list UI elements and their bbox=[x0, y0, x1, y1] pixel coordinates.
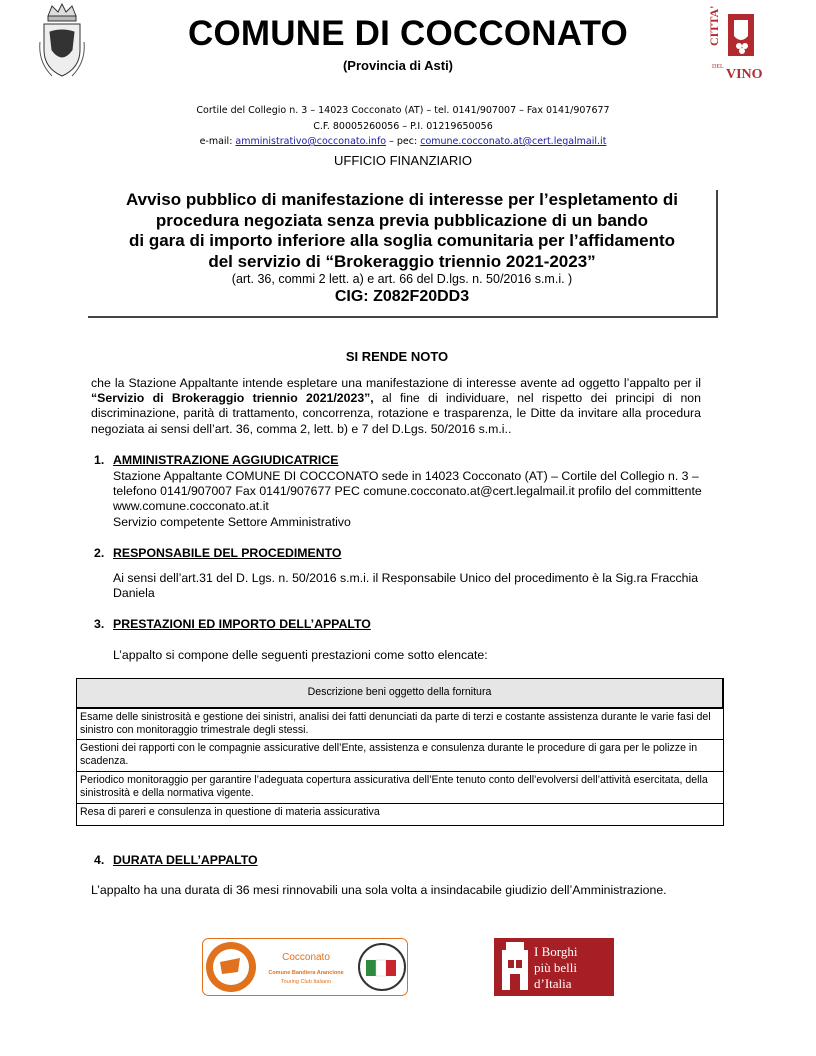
borghi-logo-line2: più belli bbox=[534, 960, 577, 975]
table-cell: Resa di pareri e consulenza in questione di materia assicurativa bbox=[77, 804, 724, 826]
office-label: UFFICIO FINANZIARIO bbox=[334, 153, 472, 168]
table-cell: Esame delle sinistrosità e gestione dei sinistri, analisi dei fatti denunciati da parte di terzi e costante assistenza durante le varie fasi del sinistro con monitoraggio trimestrale degli stessi. bbox=[77, 708, 724, 740]
intro-text-a: che la Stazione Appaltante intende espletare una manifestazione di interesse avente ad oggetto l’appalto per il bbox=[91, 376, 701, 390]
section-1-service: Servizio competente Settore Amministrativo bbox=[113, 514, 351, 529]
cocconato-bandiera-arancione-logo bbox=[202, 938, 408, 996]
notice-title-line3: di gara di importo inferiore alla soglia comunitaria per l’affidamento bbox=[129, 231, 675, 250]
cocconato-logo-line3: Touring Club Italiano bbox=[280, 979, 332, 985]
section-3-body: L’appalto si compone delle seguenti prestazioni come sotto elencate: bbox=[113, 648, 488, 662]
province-label: (Provincia di Asti) bbox=[342, 58, 454, 73]
section-3-heading bbox=[94, 617, 371, 631]
borghi-piu-belli-logo bbox=[494, 938, 614, 996]
table-cell: Gestioni dei rapporti con le compagnie assicurative dell’Ente, assistenza e consulenza durante le procedure di gara per le polizze in scadenza. bbox=[77, 740, 724, 772]
section-1-body bbox=[113, 469, 719, 530]
section-1-heading bbox=[94, 453, 338, 467]
section-heading: SI RENDE NOTO bbox=[345, 349, 449, 364]
table-row bbox=[77, 708, 724, 740]
citta-logo-line2: DEL bbox=[712, 64, 724, 70]
notice-box bbox=[88, 190, 718, 318]
address-line: Cortile del Collegio n. 3 – 14023 Cocconato (AT) – tel. 0141/907007 – Fax 0141/907677 bbox=[196, 105, 610, 116]
notice-title-line1: Avviso pubblico di manifestazione di interesse per l’espletamento di bbox=[125, 190, 678, 209]
pec-prefix: – pec: bbox=[386, 136, 421, 147]
email-link[interactable]: amministrativo@cocconato.info bbox=[235, 136, 387, 147]
table-row bbox=[77, 740, 724, 772]
section-title: AMMINISTRAZIONE AGGIUDICATRICE bbox=[113, 453, 339, 467]
table-row bbox=[77, 772, 724, 804]
section-title: RESPONSABILE DEL PROCEDIMENTO bbox=[113, 546, 342, 560]
cocconato-logo-line2: Comune Bandiera Arancione bbox=[268, 970, 344, 976]
table-row bbox=[77, 804, 724, 826]
borghi-logo-line3: d’Italia bbox=[534, 976, 572, 991]
citta-logo-line3: VINO bbox=[726, 67, 763, 80]
page-title: COMUNE DI COCCONATO bbox=[187, 14, 628, 53]
intro-text-b: al fine di individuare, nel rispetto dei principi di non discriminazione, parità di trattamento, concorrenza, rotazione e trasparenza, le Ditte da invitare alla procedura negoziata ai sensi dell’art. 36, comma 2, lett. b) e 7 del D.Lgs. 50/2016 s.m.i.. bbox=[91, 391, 701, 436]
section-2-heading bbox=[94, 546, 341, 560]
intro-service-name: “Servizio di Brokeraggio triennio 2021/2023”, bbox=[91, 391, 374, 406]
section-1-text: Stazione Appaltante COMUNE DI COCCONATO sede in 14023 Cocconato (AT) – Cortile del Collegio n. 3 – telefono 0141/907007 Fax 0141/907677 PEC comune.cocconato.at@cert.legalmail.it profilo del committente www.comune.cocconato.at.it bbox=[113, 469, 702, 514]
citta-logo-line1: CITTA' bbox=[707, 6, 721, 46]
section-4-heading bbox=[94, 853, 258, 867]
pec-link[interactable]: comune.cocconato.at@cert.legalmail.it bbox=[420, 136, 607, 147]
cocconato-logo-name: Cocconato bbox=[282, 952, 330, 963]
table-cell: Periodico monitoraggio per garantire l’adeguata copertura assicurativa dell’Ente tenuto conto dell’evolversi dell’attività esercitata, della sinistrosità e della normativa vigente. bbox=[77, 772, 724, 804]
cig-code: CIG: Z082F20DD3 bbox=[334, 288, 470, 305]
table-header: Descrizione beni oggetto della fornitura bbox=[77, 679, 724, 708]
notice-reference: (art. 36, commi 2 lett. a) e art. 66 del D.lgs. n. 50/2016 s.m.i. ) bbox=[231, 272, 573, 286]
section-number: 4. bbox=[94, 853, 105, 867]
intro-paragraph bbox=[91, 376, 701, 437]
email-line bbox=[0, 136, 806, 147]
section-title: DURATA DELL’APPALTO bbox=[113, 853, 258, 867]
notice-title-line2: procedura negoziata senza previa pubblicazione di un bando bbox=[155, 210, 649, 230]
email-prefix: e-mail: bbox=[199, 136, 236, 147]
section-number: 2. bbox=[94, 546, 105, 560]
notice-title-line4: del servizio di “Brokeraggio triennio 2021-2023” bbox=[208, 251, 596, 271]
services-table bbox=[76, 678, 724, 826]
section-number: 3. bbox=[94, 617, 105, 631]
section-title: PRESTAZIONI ED IMPORTO DELL’APPALTO bbox=[113, 617, 371, 631]
table-header-row bbox=[77, 679, 724, 708]
section-number: 1. bbox=[94, 453, 105, 467]
section-4-body: L’appalto ha una durata di 36 mesi rinnovabili una sola volta a insindacabile giudizio dell’Amministrazione. bbox=[91, 883, 667, 897]
section-2-body: Ai sensi dell’art.31 del D. Lgs. n. 50/2016 s.m.i. il Responsabile Unico del procedimento è la Sig.ra Fracchia Daniela bbox=[113, 571, 699, 601]
tax-ids-line: C.F. 80005260056 – P.I. 01219650056 bbox=[313, 121, 493, 132]
borghi-logo-line1: I Borghi bbox=[534, 944, 578, 959]
